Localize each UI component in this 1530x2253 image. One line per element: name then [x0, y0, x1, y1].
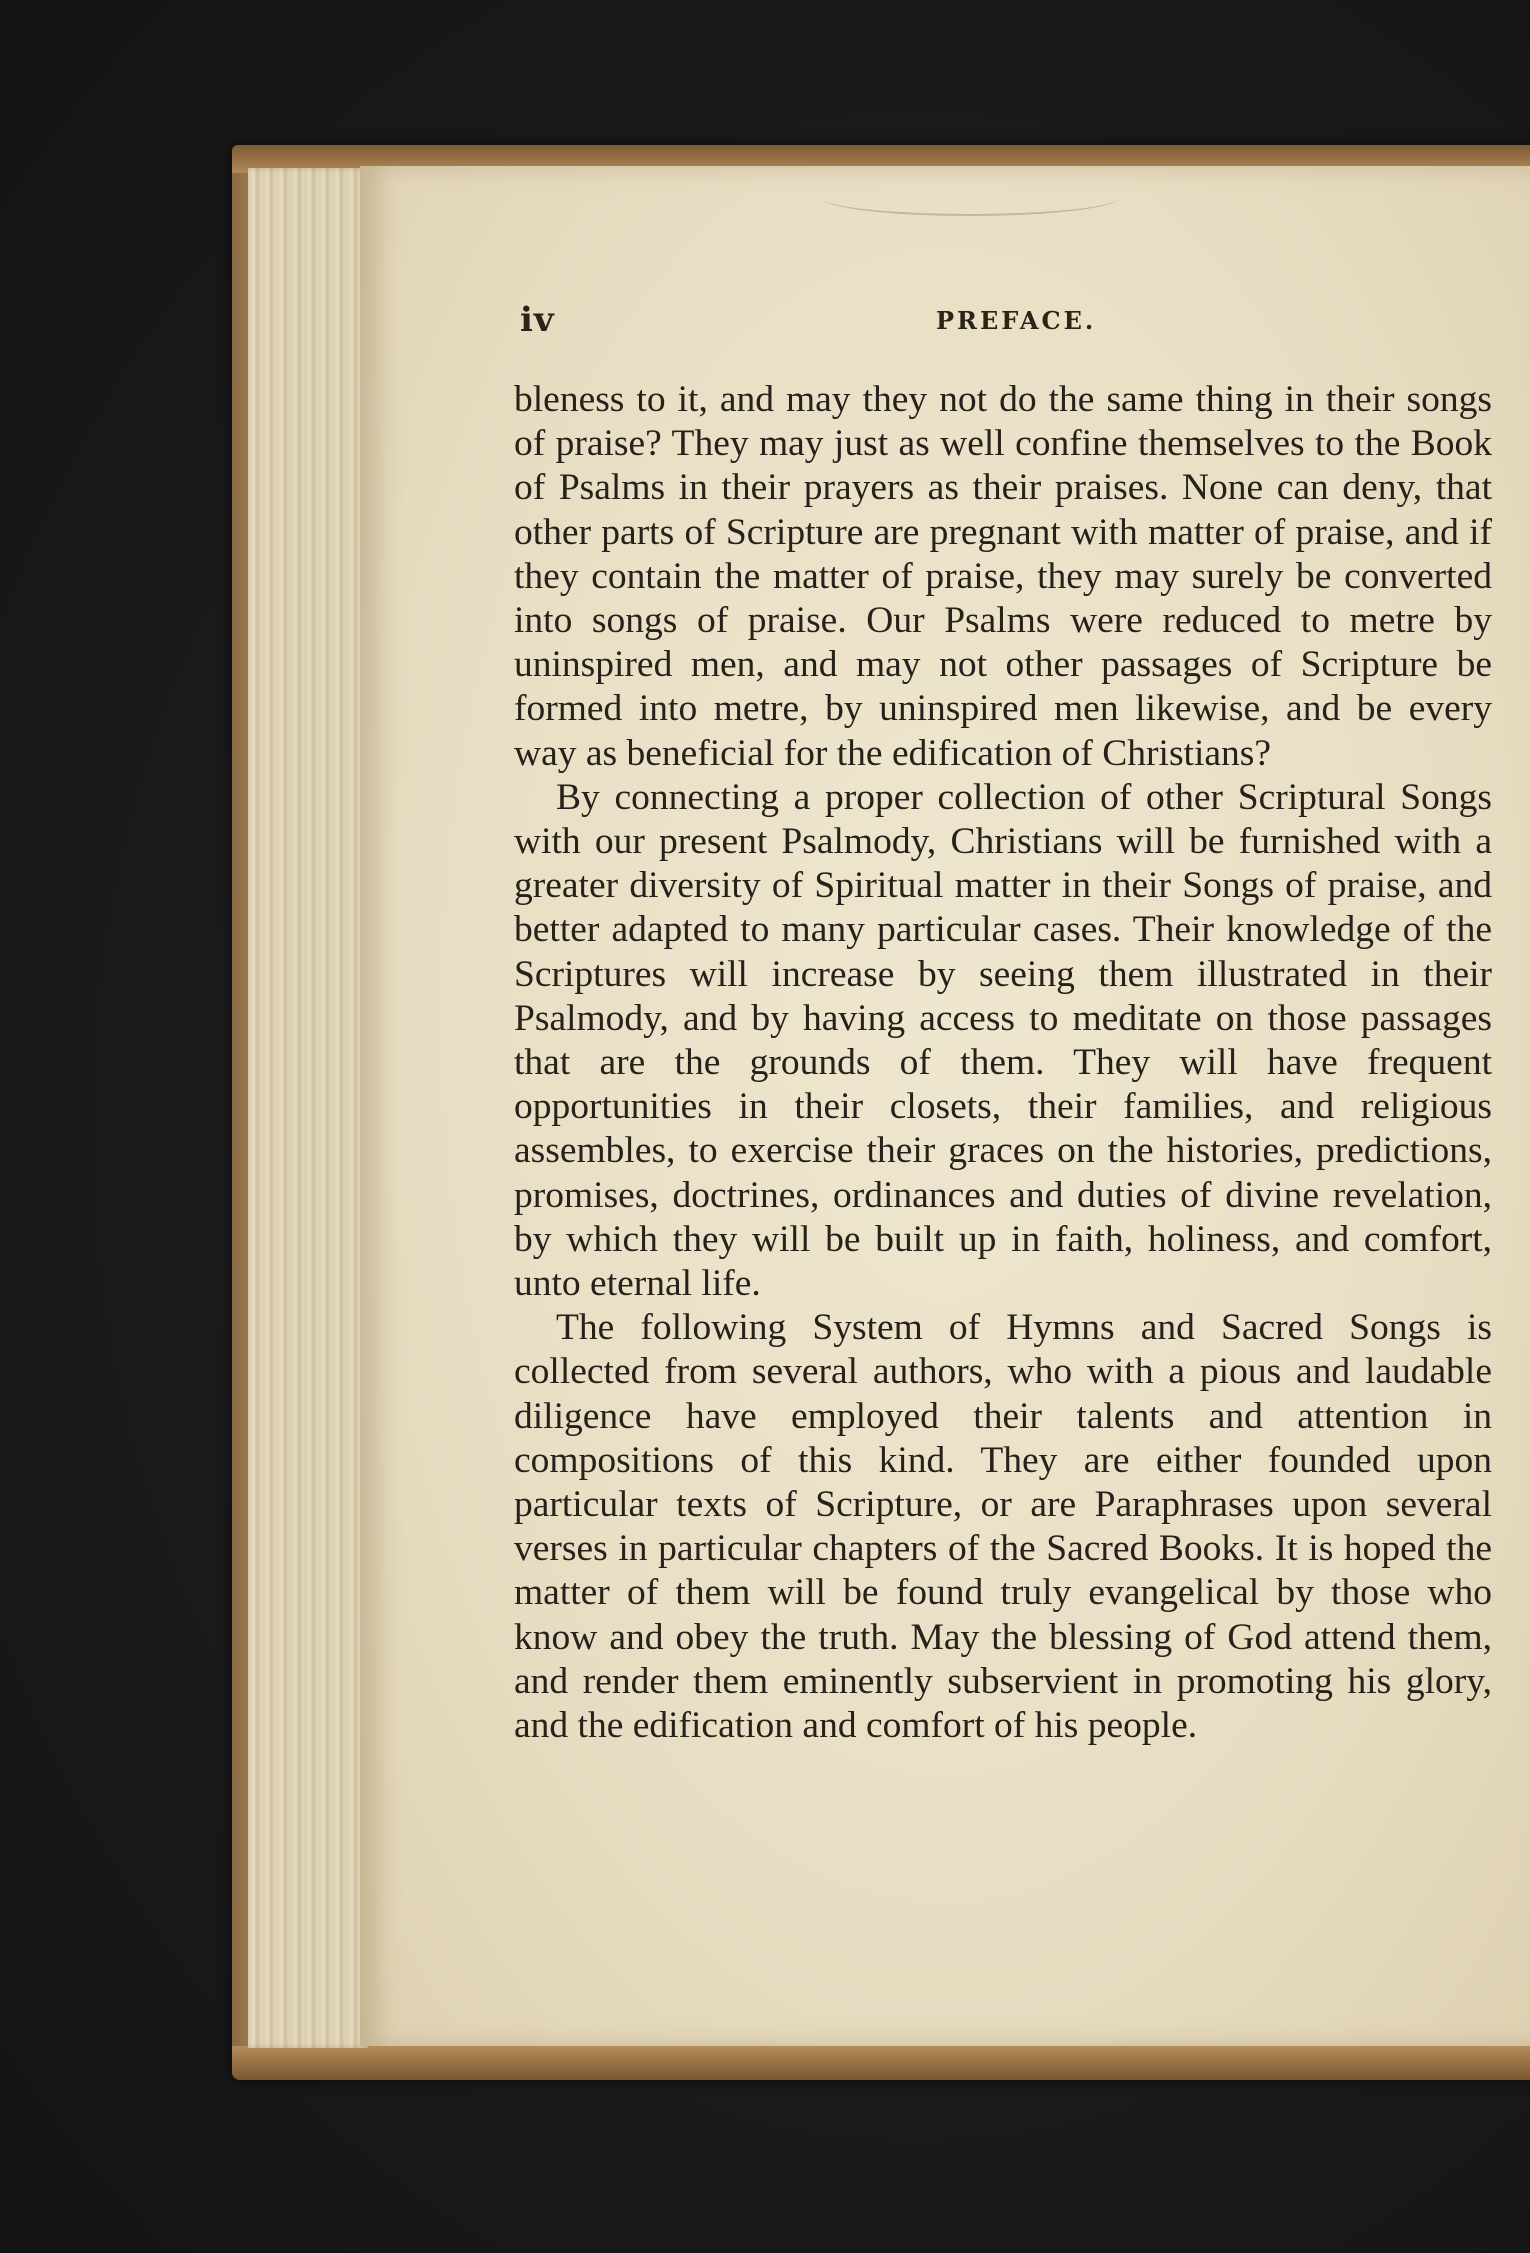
- paragraph-2: By connecting a proper collection of other Scriptural Songs with our present Psalmody, Christians will be furnished with a greater diversity of Spiritual matter in their Songs of praise, and better adapted to many particular cases. Their knowledge of the Scriptures will increase by seeing them illustrated in their Psalmody, and by having access to meditate on those passages that are the grounds of them. They will have frequent opportunities in their closets, their families, and religious assembles, to exercise their graces on the histories, predictions, promises, doctrines, ordinances and duties of divine revelation, by which they will be built up in faith, holiness, and comfort, unto eternal life.: [514, 776, 1492, 1305]
- page-header: [516, 300, 1476, 340]
- page-crease: [820, 178, 1120, 216]
- running-head: PREFACE.: [936, 306, 1097, 335]
- body-text: [514, 378, 1492, 1748]
- paragraph-1: bleness to it, and may they not do the same thing in their songs of praise? They may just as well confine themselves to the Book of Psalms in their prayers as their praises. None can deny, that other parts of Scripture are pregnant with matter of praise, and if they contain the matter of praise, they may surely be converted into songs of praise. Our Psalms were reduced to metre by uninspired men, and may not other passages of Scripture be formed into metre, by uninspired men likewise, and be every way as beneficial for the edification of Christians?: [514, 379, 1492, 774]
- paragraph-3: The following System of Hymns and Sacred Songs is collected from several authors, who with a pious and laudable diligence have employed their talents and attention in compositions of this kind. They are either founded upon particular texts of Scripture, or are Paraphrases upon several verses in particular chapters of the Sacred Books. It is hoped the matter of them will be found truly evangelical by those who know and obey the truth. May the blessing of God attend them, and render them eminently subservient in promoting his glory, and the edification and comfort of his people.: [514, 1307, 1492, 1747]
- page-edges: [248, 168, 368, 2048]
- page-number: iv: [520, 300, 555, 340]
